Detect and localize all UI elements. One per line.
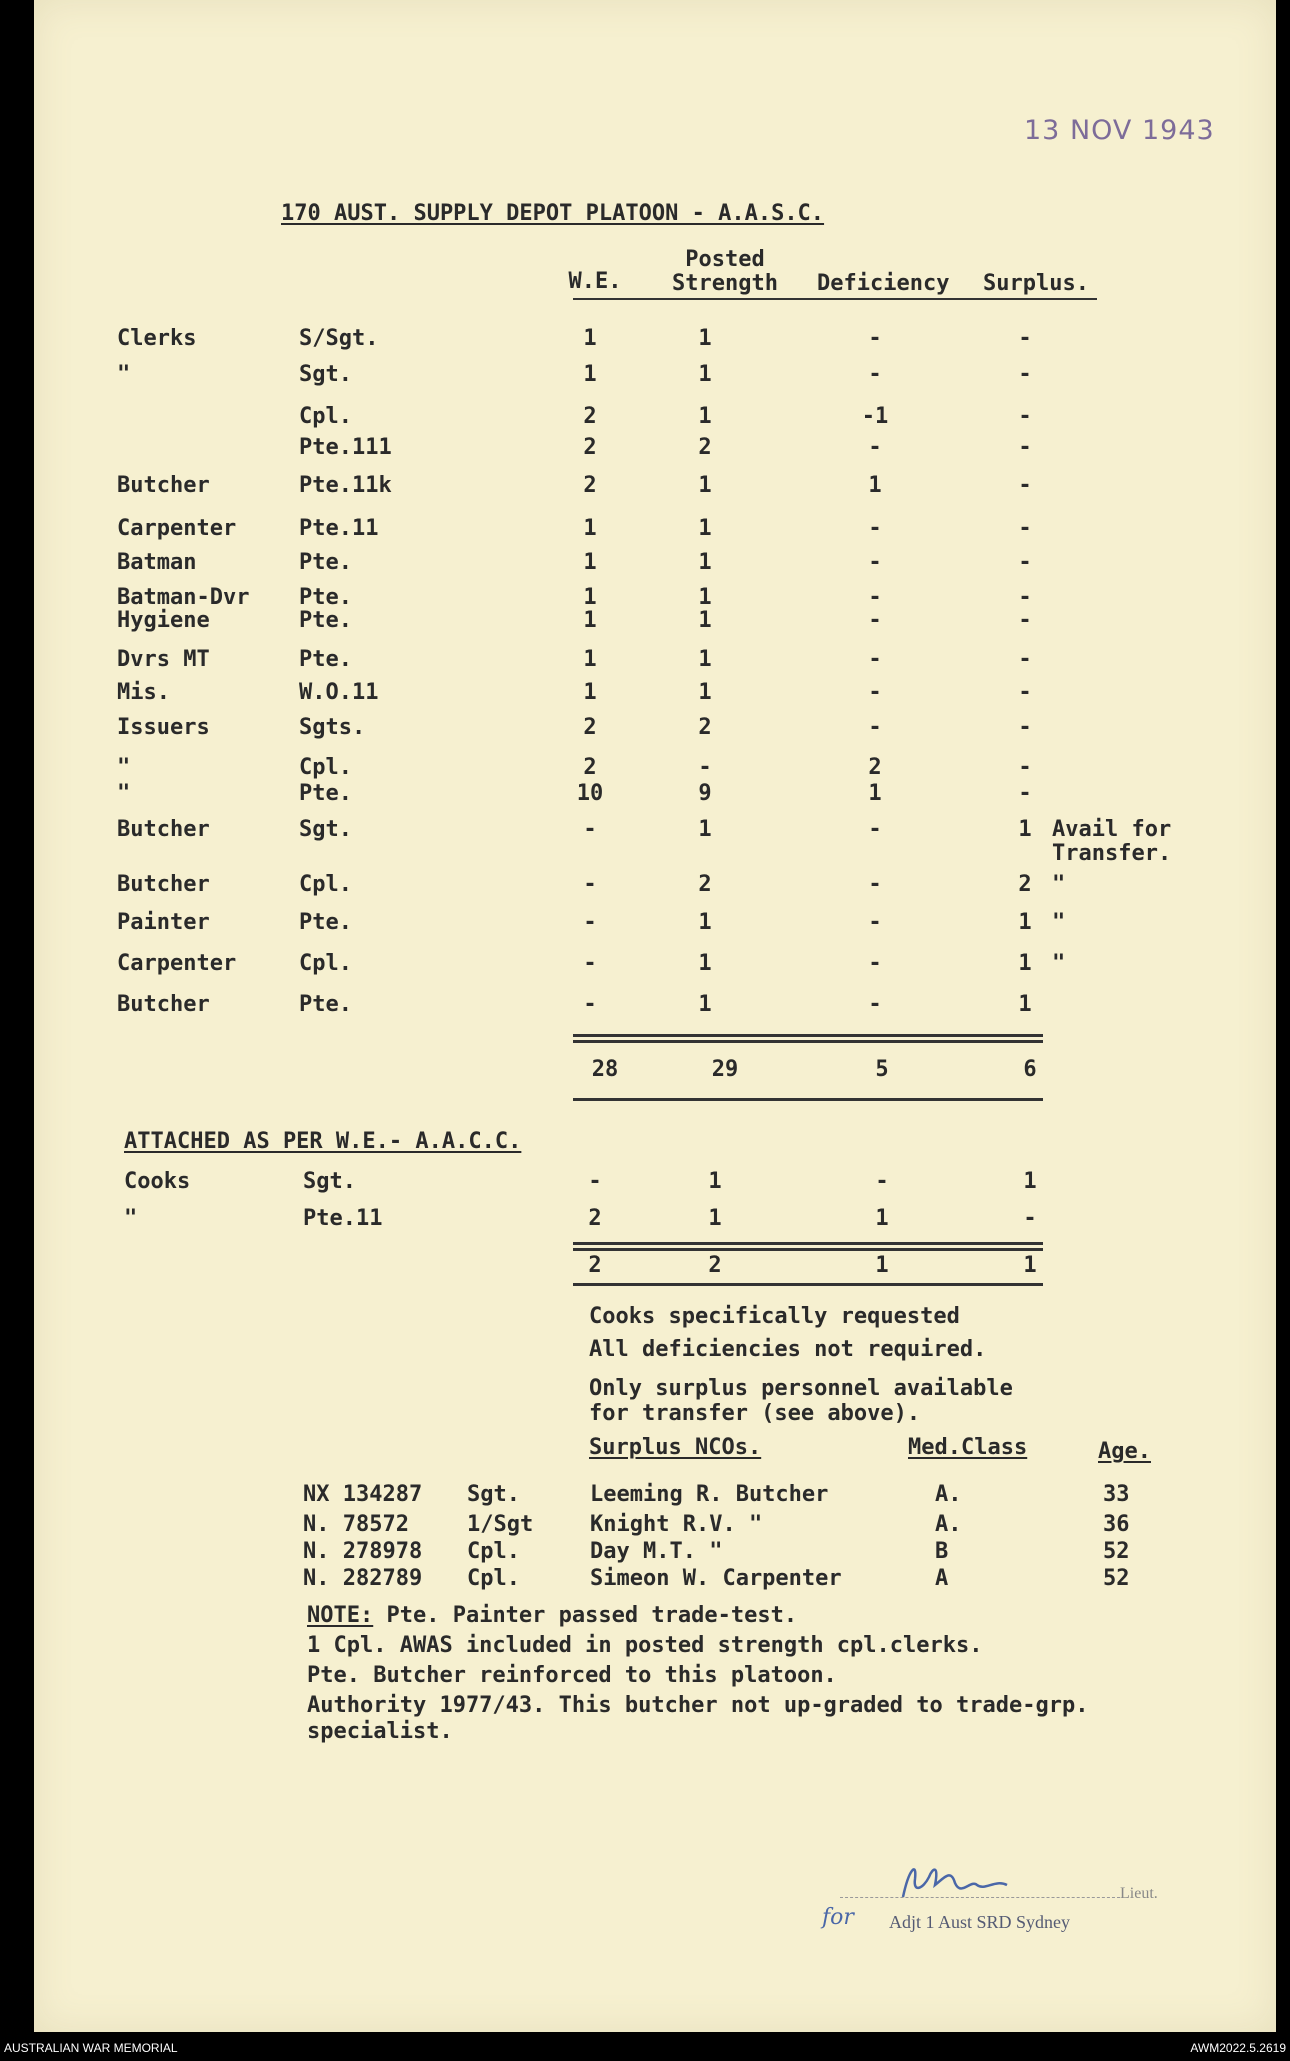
footnote-label: NOTE:	[307, 1603, 374, 1628]
footnote-line-1	[307, 1604, 797, 1628]
attached-surplus: -	[1023, 1206, 1037, 1231]
nco-rank: Cpl.	[467, 1539, 520, 1564]
row-deficiency: -1	[861, 404, 889, 429]
page-title: 170 AUST. SUPPLY DEPOT PLATOON - A.A.S.C.	[281, 201, 825, 226]
nco-med-class: B	[935, 1539, 949, 1564]
nco-med-class: A	[935, 1566, 949, 1591]
row-deficiency: -	[868, 872, 882, 897]
totals-rule-top	[573, 1034, 1043, 1037]
total-we: 28	[591, 1057, 619, 1082]
row-rank: Sgt.	[299, 362, 352, 387]
header-posted-1: Posted	[685, 247, 765, 272]
row-trade: Butcher	[117, 872, 210, 897]
row-we: 2	[583, 473, 597, 498]
signature-for: for	[822, 1905, 854, 1930]
row-we: 1	[583, 516, 597, 541]
row-surplus: -	[1018, 516, 1032, 541]
row-surplus: -	[1018, 680, 1032, 705]
row-remark: "	[1052, 910, 1066, 935]
footnote-line-2: 1 Cpl. AWAS included in posted strength cpl.clerks.	[307, 1633, 983, 1658]
row-posted: 1	[698, 951, 712, 976]
nco-number: NX 134287	[303, 1482, 423, 1507]
row-surplus: 2	[1018, 872, 1032, 897]
footnote-line-3: Pte. Butcher reinforced to this platoon.	[307, 1663, 837, 1688]
row-we: 1	[583, 585, 597, 610]
row-we: 1	[583, 362, 597, 387]
row-surplus: -	[1018, 715, 1032, 740]
row-we: -	[583, 872, 597, 897]
row-trade: "	[117, 781, 131, 806]
row-trade: Butcher	[117, 817, 210, 842]
note-line-3: Only surplus personnel available	[589, 1376, 1013, 1401]
row-deficiency: -	[868, 817, 882, 842]
row-deficiency: -	[868, 362, 882, 387]
footer-source: AUSTRALIAN WAR MEMORIAL	[4, 2041, 178, 2055]
row-surplus: -	[1018, 585, 1032, 610]
attached-posted: 1	[708, 1206, 722, 1231]
row-surplus: 1	[1018, 910, 1032, 935]
row-posted: 1	[698, 550, 712, 575]
nco-age: 52	[1103, 1539, 1130, 1564]
row-posted: -	[698, 755, 712, 780]
attached-total-we: 2	[588, 1253, 602, 1278]
row-rank: Pte.	[299, 781, 352, 806]
totals-rule-double	[573, 1040, 1043, 1043]
row-posted: 1	[698, 516, 712, 541]
row-surplus: -	[1018, 435, 1032, 460]
row-surplus: -	[1018, 781, 1032, 806]
footnote-text-1: Pte. Painter passed trade-test.	[373, 1603, 798, 1628]
row-posted: 1	[698, 680, 712, 705]
row-remark: Avail for Transfer.	[1052, 817, 1172, 866]
attached-rank: Pte.11	[303, 1206, 383, 1231]
row-trade: "	[117, 755, 131, 780]
row-posted: 1	[698, 910, 712, 935]
row-rank: Pte.	[299, 992, 352, 1017]
row-rank: Pte.111	[299, 435, 392, 460]
note-line-4: for transfer (see above).	[589, 1401, 921, 1426]
row-deficiency: -	[868, 992, 882, 1017]
row-surplus: -	[1018, 362, 1032, 387]
attached-rank: Sgt.	[303, 1169, 356, 1194]
row-posted: 2	[698, 872, 712, 897]
row-trade: Hygiene	[117, 608, 210, 633]
row-we: -	[583, 817, 597, 842]
row-rank: Pte.	[299, 608, 352, 633]
age-heading: Age.	[1098, 1439, 1151, 1464]
row-deficiency: -	[868, 608, 882, 633]
row-rank: S/Sgt.	[299, 326, 379, 351]
footnote-line-5: specialist.	[307, 1719, 453, 1744]
row-rank: Pte.	[299, 910, 352, 935]
row-deficiency: -	[868, 951, 882, 976]
attached-deficiency: 1	[875, 1206, 889, 1231]
header-posted-2: Strength	[672, 271, 778, 296]
row-we: 1	[583, 680, 597, 705]
header-deficiency: Deficiency	[817, 271, 950, 296]
nco-rank: Sgt.	[467, 1482, 520, 1507]
attached-total-posted: 2	[708, 1253, 722, 1278]
attached-we: -	[588, 1169, 602, 1194]
row-we: -	[583, 910, 597, 935]
row-rank: Sgts.	[299, 715, 366, 740]
row-surplus: 1	[1018, 817, 1032, 842]
nco-name: Simeon W. Carpenter	[590, 1566, 842, 1591]
row-posted: 1	[698, 992, 712, 1017]
row-surplus: -	[1018, 647, 1032, 672]
attached-rule-bottom	[573, 1283, 1043, 1286]
row-we: -	[583, 992, 597, 1017]
row-deficiency: -	[868, 585, 882, 610]
row-rank: Cpl.	[299, 872, 352, 897]
nco-name: Leeming R. Butcher	[590, 1482, 829, 1507]
row-posted: 9	[698, 781, 712, 806]
nco-rank: Cpl.	[467, 1566, 520, 1591]
attached-rule-double	[573, 1248, 1043, 1251]
row-rank: Sgt.	[299, 817, 352, 842]
attached-posted: 1	[708, 1169, 722, 1194]
med-class-heading: Med.Class	[908, 1435, 1028, 1460]
note-line-2: All deficiencies not required.	[589, 1337, 987, 1362]
attached-rule-top	[573, 1242, 1043, 1245]
row-deficiency: -	[868, 516, 882, 541]
row-we: 1	[583, 608, 597, 633]
row-we: 10	[576, 781, 604, 806]
row-deficiency: 2	[868, 755, 882, 780]
row-posted: 1	[698, 326, 712, 351]
row-rank: Pte.	[299, 585, 352, 610]
nco-age: 36	[1103, 1512, 1130, 1537]
row-posted: 1	[698, 647, 712, 672]
row-deficiency: -	[868, 680, 882, 705]
note-line-1: Cooks specifically requested	[589, 1304, 960, 1329]
row-posted: 2	[698, 715, 712, 740]
row-posted: 1	[698, 362, 712, 387]
nco-med-class: A.	[935, 1482, 962, 1507]
row-rank: Pte.11k	[299, 473, 392, 498]
nco-number: N. 282789	[303, 1566, 423, 1591]
row-rank: Cpl.	[299, 404, 352, 429]
row-posted: 1	[698, 585, 712, 610]
nco-age: 33	[1103, 1482, 1130, 1507]
row-trade: "	[117, 362, 131, 387]
row-rank: Cpl.	[299, 755, 352, 780]
row-deficiency: -	[868, 550, 882, 575]
row-rank: Cpl.	[299, 951, 352, 976]
row-we: 1	[583, 326, 597, 351]
row-rank: Pte.	[299, 647, 352, 672]
row-trade: Mis.	[117, 680, 170, 705]
attached-deficiency: -	[875, 1169, 889, 1194]
row-trade: Butcher	[117, 992, 210, 1017]
row-trade: Batman	[117, 550, 197, 575]
signature-line	[840, 1897, 1120, 1898]
adjutant-stamp: Adjt 1 Aust SRD Sydney	[889, 1912, 1071, 1932]
attached-we: 2	[588, 1206, 602, 1231]
row-surplus: -	[1018, 473, 1032, 498]
row-trade: Dvrs MT	[117, 647, 210, 672]
nco-name: Knight R.V. "	[590, 1512, 763, 1537]
row-posted: 2	[698, 435, 712, 460]
row-surplus: 1	[1018, 992, 1032, 1017]
row-remark: "	[1052, 951, 1066, 976]
footer-accession: AWM2022.5.2619	[1190, 2041, 1286, 2055]
row-rank: Pte.	[299, 550, 352, 575]
row-surplus: -	[1018, 404, 1032, 429]
lieut-label: Lieut.	[1120, 1885, 1158, 1902]
row-trade: Clerks	[117, 326, 197, 351]
row-deficiency: 1	[868, 781, 882, 806]
row-surplus: -	[1018, 608, 1032, 633]
row-we: -	[583, 951, 597, 976]
row-we: 2	[583, 404, 597, 429]
nco-number: N. 78572	[303, 1512, 409, 1537]
attached-trade: Cooks	[124, 1169, 191, 1194]
row-we: 2	[583, 435, 597, 460]
row-deficiency: 1	[868, 473, 882, 498]
nco-number: N. 278978	[303, 1539, 423, 1564]
footnote-line-4: Authority 1977/43. This butcher not up-graded to trade-grp.	[307, 1693, 1089, 1718]
row-we: 1	[583, 550, 597, 575]
row-deficiency: -	[868, 326, 882, 351]
row-trade: Painter	[117, 910, 210, 935]
document-page	[34, 0, 1276, 2032]
row-posted: 1	[698, 473, 712, 498]
row-deficiency: -	[868, 435, 882, 460]
attached-surplus: 1	[1023, 1169, 1037, 1194]
attached-trade: "	[124, 1206, 138, 1231]
attached-heading: ATTACHED AS PER W.E.- A.A.C.C.	[124, 1129, 522, 1154]
nco-med-class: A.	[935, 1512, 962, 1537]
attached-total-surplus: 1	[1023, 1253, 1037, 1278]
total-posted: 29	[711, 1057, 739, 1082]
row-we: 1	[583, 647, 597, 672]
row-trade: Butcher	[117, 473, 210, 498]
row-deficiency: -	[868, 647, 882, 672]
row-surplus: 1	[1018, 951, 1032, 976]
row-posted: 1	[698, 404, 712, 429]
row-trade: Carpenter	[117, 951, 237, 976]
totals-rule-bottom	[573, 1098, 1043, 1101]
row-rank: Pte.11	[299, 516, 379, 541]
row-posted: 1	[698, 608, 712, 633]
row-trade: Issuers	[117, 715, 210, 740]
row-surplus: -	[1018, 755, 1032, 780]
row-trade: Carpenter	[117, 516, 237, 541]
surplus-nco-heading: Surplus NCOs.	[589, 1435, 762, 1460]
total-deficiency: 5	[875, 1057, 889, 1082]
nco-name: Day M.T. "	[590, 1539, 723, 1564]
row-surplus: -	[1018, 326, 1032, 351]
nco-rank: 1/Sgt	[467, 1512, 534, 1537]
total-surplus: 6	[1023, 1057, 1037, 1082]
row-we: 2	[583, 715, 597, 740]
attached-total-deficiency: 1	[875, 1253, 889, 1278]
header-underline	[573, 298, 1097, 300]
row-rank: W.O.11	[299, 680, 379, 705]
nco-age: 52	[1103, 1566, 1130, 1591]
row-surplus: -	[1018, 550, 1032, 575]
date-stamp: 13 NOV 1943	[1024, 115, 1215, 146]
row-posted: 1	[698, 817, 712, 842]
row-remark: "	[1052, 872, 1066, 897]
header-surplus: Surplus.	[983, 271, 1089, 296]
row-trade: Batman-Dvr	[117, 585, 250, 610]
row-deficiency: -	[868, 715, 882, 740]
row-we: 2	[583, 755, 597, 780]
header-we: W.E.	[568, 269, 622, 294]
row-deficiency: -	[868, 910, 882, 935]
